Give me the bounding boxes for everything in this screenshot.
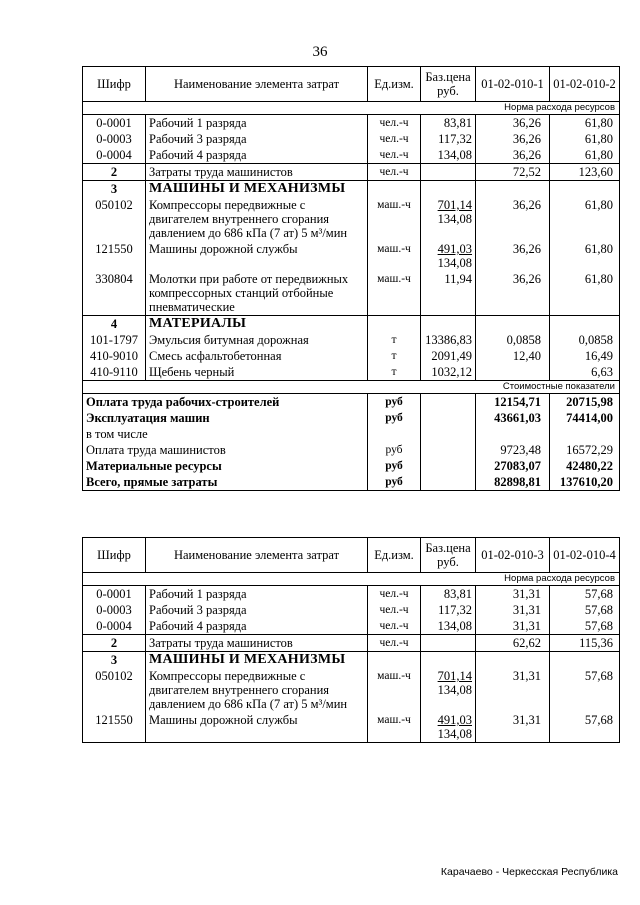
summary-unit: руб [368,458,421,474]
row-value-2: 57,68 [550,712,620,743]
row-unit: чел.-ч [368,164,421,181]
row-value-1: 31,31 [476,618,550,635]
row-unit: чел.-ч [368,602,421,618]
row-value-2: 61,80 [550,271,620,316]
row-value-2: 57,68 [550,602,620,618]
section-code: 3 [83,652,146,669]
row-code: 2 [83,635,146,652]
row-unit: т [368,348,421,364]
table-row [83,668,620,712]
summary-value-1: 82898,81 [476,474,550,491]
summary-row [83,426,620,442]
summary-unit: руб [368,442,421,458]
row-price: 13386,83 [421,332,476,348]
row-unit: маш.-ч [368,668,421,712]
header-col1: 01-02-010-3 [476,538,550,573]
row-name: Рабочий 4 разряда [146,147,368,164]
row-value-2: 6,63 [550,364,620,381]
row-unit: т [368,332,421,348]
row-value-1: 31,31 [476,712,550,743]
row-unit: чел.-ч [368,635,421,652]
row-unit: маш.-ч [368,197,421,241]
row-name: Компрессоры передвижные с двигателем внутреннего сгорания давлением до 686 кПа (7 ат) 5 м³/мин [146,197,368,241]
summary-unit: руб [368,474,421,491]
row-unit: чел.-ч [368,586,421,603]
row-name: Эмульсия битумная дорожная [146,332,368,348]
row-value-1: 62,62 [476,635,550,652]
row-unit: маш.-ч [368,712,421,743]
summary-value-2: 20715,98 [550,394,620,411]
row-unit: маш.-ч [368,271,421,316]
row-code: 101-1797 [83,332,146,348]
section-title: МАШИНЫ И МЕХАНИЗМЫ [146,181,368,198]
summary-value-1: 43661,03 [476,410,550,426]
row-name: Рабочий 3 разряда [146,602,368,618]
section-code: 3 [83,181,146,198]
row-code: 121550 [83,712,146,743]
row-unit: чел.-ч [368,115,421,132]
row-code: 2 [83,164,146,181]
row-name: Затраты труда машинистов [146,164,368,181]
row-value-1: 12,40 [476,348,550,364]
row-value-1 [476,364,550,381]
row-value-2: 16,49 [550,348,620,364]
row-code: 121550 [83,241,146,271]
summary-unit [368,426,421,442]
cost-label-row [83,381,620,394]
header-name: Наименование элемента затрат [146,538,368,573]
summary-name: Материальные ресурсы [83,458,368,474]
row-price: 2091,49 [421,348,476,364]
row-code: 050102 [83,197,146,241]
row-name: Рабочий 3 разряда [146,131,368,147]
summary-row [83,474,620,491]
table-row [83,147,620,164]
norm-label-row [83,573,620,586]
table-row [83,602,620,618]
row-value-1: 31,31 [476,602,550,618]
row-code: 0-0004 [83,147,146,164]
cost-label: Стоимостные показатели [83,381,620,394]
table-row [83,586,620,603]
resource-table-2 [82,537,620,743]
row-value-1: 31,31 [476,668,550,712]
table-row [83,712,620,743]
row-price: 117,32 [421,131,476,147]
row-price: 1032,12 [421,364,476,381]
row-price: 83,81 [421,115,476,132]
row-unit: маш.-ч [368,241,421,271]
row-value-1: 72,52 [476,164,550,181]
row-value-1: 36,26 [476,271,550,316]
header-unit: Ед.изм. [368,67,421,102]
row-name: Рабочий 1 разряда [146,115,368,132]
row-price: 134,08 [421,147,476,164]
row-code: 0-0003 [83,602,146,618]
table-row [83,197,620,241]
row-code: 330804 [83,271,146,316]
summary-value-1 [476,426,550,442]
summary-value-1: 12154,71 [476,394,550,411]
row-name: Рабочий 1 разряда [146,586,368,603]
summary-value-2: 16572,29 [550,442,620,458]
row-unit: чел.-ч [368,147,421,164]
row-name: Молотки при работе от передвижных компрессорных станций отбойные пневматические [146,271,368,316]
table-row [83,348,620,364]
norm-label: Норма расхода ресурсов [83,102,620,115]
table-row [83,271,620,316]
summary-row [83,442,620,458]
machinist-row [83,164,620,181]
row-price: 491,03 134,08 [421,241,476,271]
table-row [83,364,620,381]
summary-row [83,410,620,426]
row-name: Щебень черный [146,364,368,381]
summary-row [83,394,620,411]
header-name: Наименование элемента затрат [146,67,368,102]
table-header [83,538,620,573]
header-col2: 01-02-010-2 [550,67,620,102]
row-unit: т [368,364,421,381]
table-row [83,618,620,635]
row-value-1: 36,26 [476,147,550,164]
row-value-2: 0,0858 [550,332,620,348]
summary-name: Эксплуатация машин [83,410,368,426]
header-code: Шифр [83,67,146,102]
row-code: 0-0003 [83,131,146,147]
summary-value-2: 137610,20 [550,474,620,491]
row-unit: чел.-ч [368,618,421,635]
header-col1: 01-02-010-1 [476,67,550,102]
section-title: МАШИНЫ И МЕХАНИЗМЫ [146,652,368,669]
summary-name: Оплата труда рабочих-строителей [83,394,368,411]
header-unit: Ед.изм. [368,538,421,573]
row-value-2: 61,80 [550,147,620,164]
row-value-1: 36,26 [476,197,550,241]
table-row [83,131,620,147]
row-name: Машины дорожной службы [146,712,368,743]
row-value-2: 61,80 [550,131,620,147]
table-row [83,241,620,271]
row-value-2: 115,36 [550,635,620,652]
norm-label-row [83,102,620,115]
resource-table-1 [82,66,620,491]
header-col2: 01-02-010-4 [550,538,620,573]
section-header-machines [83,652,620,669]
row-value-2: 61,80 [550,115,620,132]
row-value-1: 36,26 [476,241,550,271]
summary-name: Всего, прямые затраты [83,474,368,491]
section-header-machines [83,181,620,198]
page-number: 36 [312,44,328,60]
row-price [421,164,476,181]
row-price: 491,03 134,08 [421,712,476,743]
row-value-2: 61,80 [550,241,620,271]
summary-value-1: 27083,07 [476,458,550,474]
row-name: Рабочий 4 разряда [146,618,368,635]
row-code: 0-0001 [83,115,146,132]
row-price: 117,32 [421,602,476,618]
row-price: 11,94 [421,271,476,316]
table-row [83,115,620,132]
machinist-row [83,635,620,652]
row-name: Затраты труда машинистов [146,635,368,652]
summary-unit: руб [368,394,421,411]
row-price: 701,14 134,08 [421,197,476,241]
row-value-2: 57,68 [550,668,620,712]
norm-label: Норма расхода ресурсов [83,573,620,586]
footer-region: Карачаево - Черкесская Республика [440,866,618,878]
row-code: 0-0004 [83,618,146,635]
row-price: 83,81 [421,586,476,603]
row-name: Компрессоры передвижные с двигателем внутреннего сгорания давлением до 686 кПа (7 ат) 5 м³/мин [146,668,368,712]
row-value-1: 36,26 [476,115,550,132]
section-header-materials [83,316,620,333]
summary-value-2: 42480,22 [550,458,620,474]
row-code: 410-9110 [83,364,146,381]
table-row [83,332,620,348]
row-price: 701,14 134,08 [421,668,476,712]
summary-value-1: 9723,48 [476,442,550,458]
summary-name: Оплата труда машинистов [83,442,368,458]
section-code: 4 [83,316,146,333]
row-code: 410-9010 [83,348,146,364]
row-name: Машины дорожной службы [146,241,368,271]
summary-value-2 [550,426,620,442]
row-price: 134,08 [421,618,476,635]
row-value-1: 36,26 [476,131,550,147]
header-price: Баз.цена руб. [421,538,476,573]
row-value-2: 61,80 [550,197,620,241]
section-title: МАТЕРИАЛЫ [146,316,368,333]
row-value-1: 31,31 [476,586,550,603]
row-value-2: 57,68 [550,618,620,635]
header-price: Баз.цена руб. [421,67,476,102]
row-value-2: 123,60 [550,164,620,181]
row-code: 050102 [83,668,146,712]
row-value-1: 0,0858 [476,332,550,348]
row-code: 0-0001 [83,586,146,603]
row-name: Смесь асфальтобетонная [146,348,368,364]
header-code: Шифр [83,538,146,573]
table-header [83,67,620,102]
summary-row [83,458,620,474]
summary-value-2: 74414,00 [550,410,620,426]
row-price [421,635,476,652]
summary-unit: руб [368,410,421,426]
row-unit: чел.-ч [368,131,421,147]
row-value-2: 57,68 [550,586,620,603]
summary-name: в том числе [83,426,368,442]
